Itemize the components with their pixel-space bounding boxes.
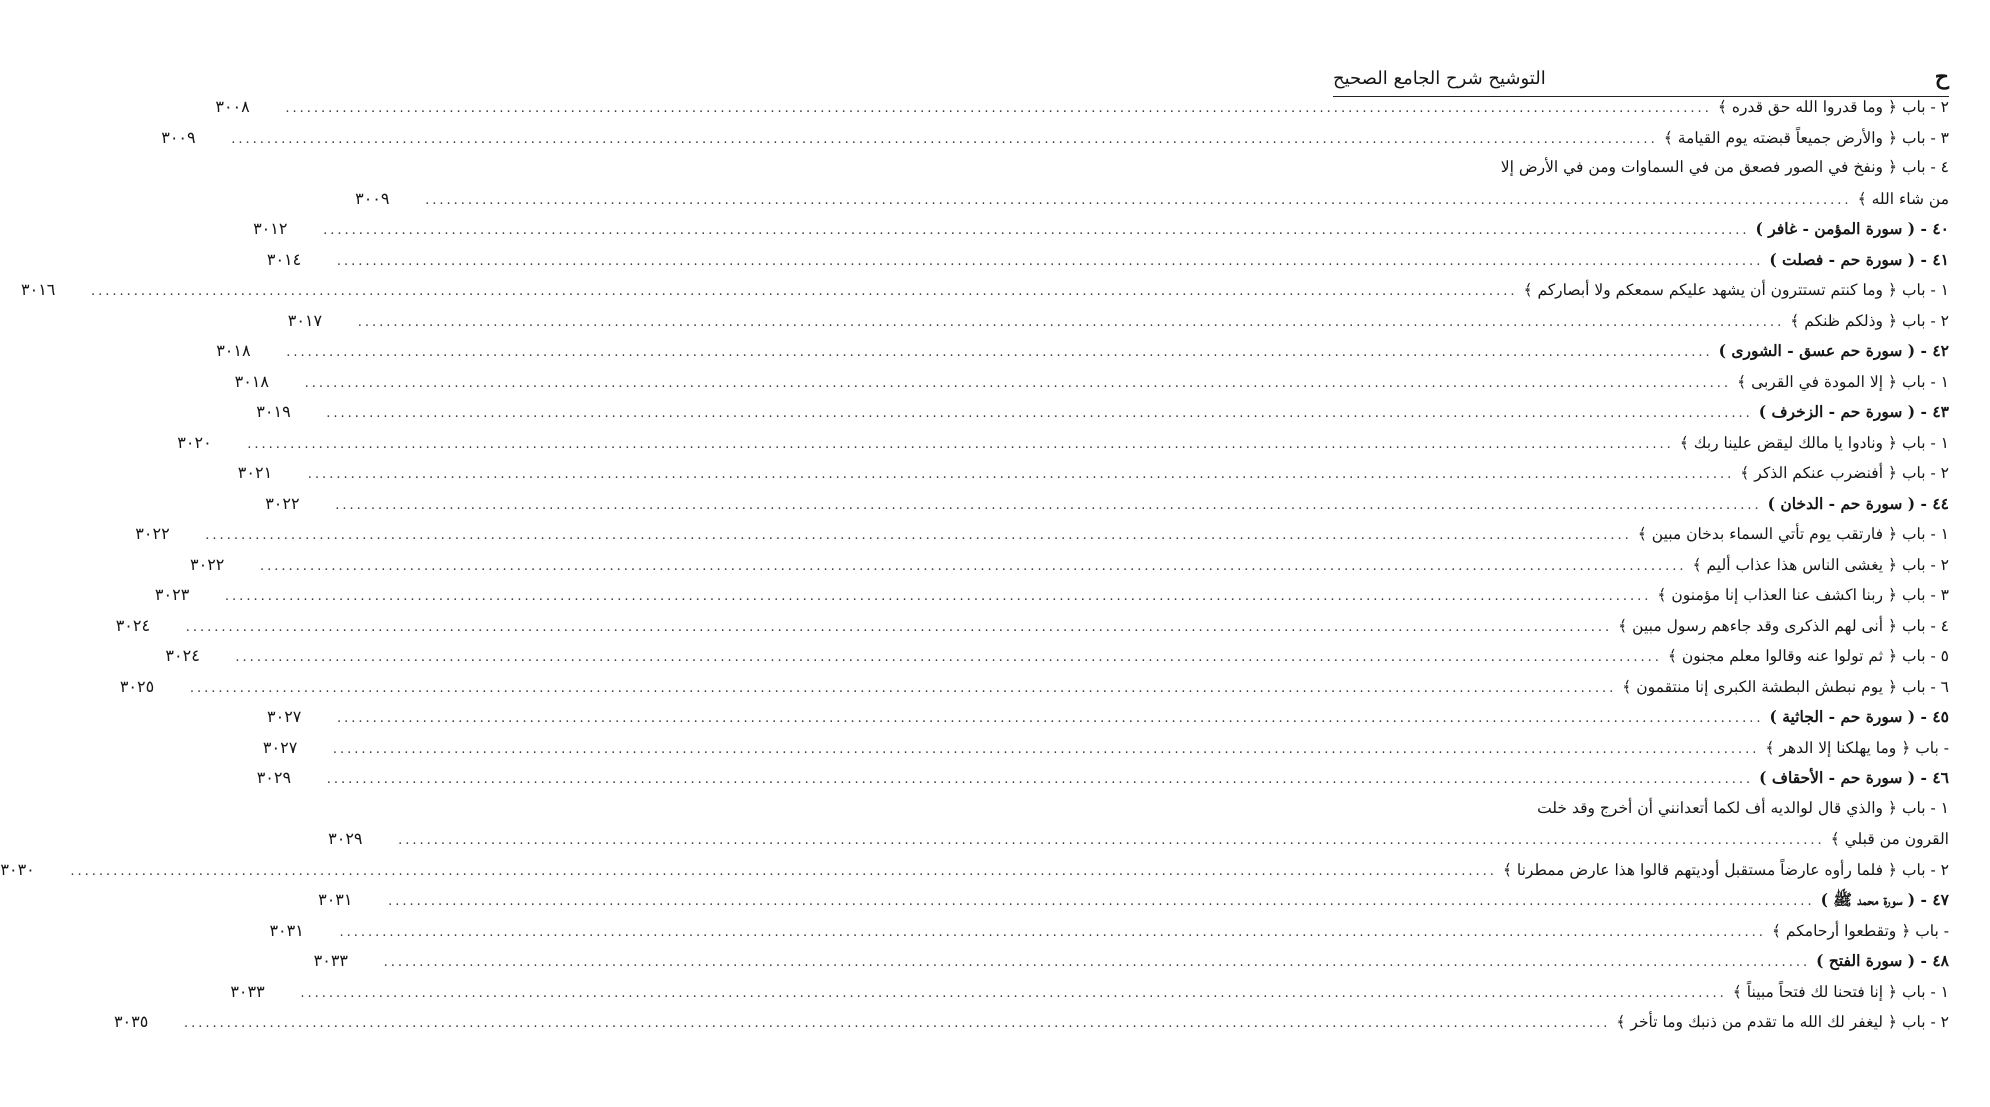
leader-dots: ........................................................................................................................................................................................................: [326, 772, 1754, 787]
leader-dots: ........................................................................................................................................................................................................: [337, 711, 1764, 726]
entry-title: ٢ - باب ﴿ أفنضرب عنكم الذكر ﴾: [1740, 464, 1949, 482]
leader-dots: ........................................................................................................................................................................................................: [398, 833, 1825, 848]
page-number: ٣٠٠٩: [355, 188, 390, 208]
entry-title: ٤٣ - ( سورة حم - الزخرف ): [1758, 402, 1949, 421]
leader-dots: ........................................................................................................................................................................................................: [235, 650, 1662, 665]
page-letter: ح: [1934, 64, 1949, 90]
entry-title: ٤٠ - ( سورة المؤمن - غافر ): [1755, 219, 1949, 238]
entry-title: ١ - باب ﴿ إنا فتحنا لك فتحاً مبيناً ﴾: [1732, 982, 1949, 1001]
toc-chapter-entry: [287, 310, 1949, 342]
entry-title: ٤ - باب ﴿ ونفخ في الصور فصعق من في السماوات ومن في الأرض إلا: [1500, 158, 1949, 176]
page-number: ٣٠٣٣: [230, 981, 265, 1001]
toc-surah-entry: [256, 768, 1949, 799]
leader-dots: ........................................................................................................................................................................................................: [247, 436, 1674, 452]
running-title: التوشيح شرح الجامع الصحيح: [1333, 68, 1546, 89]
entry-title: ٣ - باب ﴿ والأرض جميعاً قبضته يوم القيامة ﴾: [1663, 128, 1949, 147]
toc-chapter-entry: [234, 371, 1949, 403]
entry-title: ٤٢ - ( سورة حم عسق - الشورى ): [1718, 341, 1949, 360]
toc-chapter-entry: [1333, 799, 1949, 830]
leader-dots: ........................................................................................................................................................................................................: [183, 1016, 1611, 1031]
page-number: ٣٠١٨: [234, 371, 269, 391]
page-number: ٣٠١٩: [256, 402, 291, 421]
toc-chapter-entry: [161, 127, 1949, 159]
entry-title: ٢ - باب ﴿ فلما رأوه عارضاً مستقبل أوديتهم قالوا هذا عارض ممطرنا ﴾: [1502, 860, 1949, 879]
toc-chapter-entry: [328, 829, 1949, 860]
toc-chapter-entry: [355, 188, 1949, 220]
entry-title: ١ - باب ﴿ فارتقب يوم تأتي السماء بدخان مبين ﴾: [1637, 525, 1949, 543]
page-number: ٣٠٣٣: [313, 951, 348, 970]
entry-title: ٤ - باب ﴿ أنى لهم الذكرى وقد جاءهم رسول مبين ﴾: [1618, 616, 1949, 635]
page-number: ٣٠١٢: [253, 219, 288, 238]
toc-chapter-entry: [190, 554, 1949, 586]
leader-dots: ........................................................................................................................................................................................................: [304, 375, 1732, 391]
leader-dots: ........................................................................................................................................................................................................: [70, 863, 1497, 879]
leader-dots: ........................................................................................................................................................................................................: [260, 558, 1687, 574]
page-number: ٣٠١٦: [21, 280, 56, 299]
leader-dots: ........................................................................................................................................................................................................: [91, 284, 1518, 299]
entry-title: ١ - باب ﴿ والذي قال لوالديه أف لكما أتعدانني أن أخرج وقد خلت: [1537, 798, 1949, 817]
leader-dots: ........................................................................................................................................................................................................: [335, 497, 1762, 513]
leader-dots: ........................................................................................................................................................................................................: [332, 741, 1760, 757]
leader-dots: ........................................................................................................................................................................................................: [185, 619, 1613, 635]
page-number: ٣٠٢٠: [177, 432, 212, 452]
page-number: ٣٠٢٩: [328, 829, 363, 848]
entry-title: - باب ﴿ وما يهلكنا إلا الدهر ﴾: [1765, 738, 1949, 757]
page-number: ٣٠٢٤: [165, 646, 200, 665]
page-number: ٣٠٢٢: [265, 493, 300, 513]
table-of-contents: [0, 97, 1949, 1043]
leader-dots: ........................................................................................................................................................................................................: [231, 131, 1658, 147]
leader-dots: ........................................................................................................................................................................................................: [224, 589, 1652, 604]
leader-dots: ........................................................................................................................................................................................................: [383, 955, 1811, 970]
leader-dots: ........................................................................................................................................................................................................: [285, 101, 1712, 116]
page-number: ٣٠٢٧: [267, 707, 302, 726]
toc-chapter-entry: [269, 920, 1949, 952]
leader-dots: ........................................................................................................................................................................................................: [323, 223, 1750, 238]
entry-title: - باب ﴿ وتقطعوا أرحامكم ﴾: [1771, 921, 1949, 940]
toc-chapter-entry: [237, 463, 1949, 494]
page-number: ٣٠٢١: [237, 463, 273, 482]
entry-title: ٦ - باب ﴿ يوم نبطش البطشة الكبرى إنا منتقمون ﴾: [1622, 677, 1949, 696]
leader-dots: ........................................................................................................................................................................................................: [300, 985, 1727, 1001]
leader-dots: ........................................................................................................................................................................................................: [357, 314, 1785, 330]
leader-dots: ........................................................................................................................................................................................................: [205, 528, 1632, 543]
page-number: ٣٠٢٩: [256, 768, 292, 787]
toc-chapter-entry: [165, 646, 1949, 677]
toc-chapter-entry: [21, 280, 1949, 311]
entry-title: ٥ - باب ﴿ ثم تولوا عنه وقالوا معلم مجنون ﴾: [1667, 647, 1949, 665]
entry-title: من شاء الله ﴾: [1857, 189, 1949, 208]
entry-title: ٢ - باب ﴿ ليغفر لك الله ما تقدم من ذنبك وما تأخر ﴾: [1616, 1013, 1949, 1031]
toc-surah-entry: [265, 493, 1949, 525]
toc-surah-entry: [256, 402, 1949, 433]
leader-dots: ........................................................................................................................................................................................................: [339, 924, 1766, 940]
entry-title: ٢ - باب ﴿ يغشى الناس هذا عذاب أليم ﴾: [1692, 555, 1949, 574]
toc-surah-entry: [313, 951, 1949, 982]
page-number: ٣٠٢٣: [154, 585, 190, 604]
toc-chapter-entry: [154, 585, 1949, 616]
page-header: [1333, 62, 1949, 97]
toc-surah-entry: [266, 249, 1949, 281]
leader-dots: ........................................................................................................................................................................................................: [425, 192, 1852, 208]
toc-page: [0, 62, 1949, 1043]
toc-chapter-entry: [262, 737, 1949, 769]
toc-chapter-entry: [230, 981, 1949, 1013]
page-number: ٣٠١٨: [216, 341, 251, 360]
toc-surah-entry: [216, 341, 1949, 372]
toc-chapter-entry: [115, 615, 1949, 647]
leader-dots: ........................................................................................................................................................................................................: [286, 345, 1713, 360]
toc-surah-entry: [318, 890, 1949, 921]
entry-title: القرون من قبلي ﴾: [1830, 830, 1949, 848]
entry-title: ٤٧ - ( سورة محمد ﷺ ): [1820, 890, 1949, 909]
leader-dots: ........................................................................................................................................................................................................: [388, 894, 1815, 909]
page-number: ٣٠٣٥: [113, 1012, 149, 1031]
page-number: ٣٠٠٨: [215, 97, 250, 116]
page-number: ٣٠١٤: [266, 249, 302, 269]
toc-chapter-entry: [135, 524, 1949, 555]
page-number: ٣٠٣١: [318, 890, 353, 909]
entry-title: ٤١ - ( سورة حم - فصلت ): [1769, 249, 1949, 269]
entry-title: ١ - باب ﴿ إلا المودة في القربى ﴾: [1737, 372, 1949, 391]
leader-dots: ........................................................................................................................................................................................................: [307, 467, 1735, 482]
page-number: ٣٠٢٢: [135, 524, 170, 543]
entry-title: ١ - باب ﴿ وما كنتم تستترون أن يشهد عليكم سمعكم ولا أبصاركم ﴾: [1523, 281, 1949, 299]
entry-title: ٤٥ - ( سورة حم - الجاثية ): [1769, 707, 1949, 726]
entry-title: ٢ - باب ﴿ وذلكم ظنكم ﴾: [1790, 311, 1949, 330]
toc-chapter-entry: [0, 859, 1949, 891]
page-number: ٣٠٠٩: [161, 127, 196, 147]
page-number: ٣٠١٧: [287, 310, 323, 330]
leader-dots: ........................................................................................................................................................................................................: [189, 680, 1617, 696]
entry-title: ٤٨ - ( سورة الفتح ): [1816, 951, 1949, 970]
page-number: ٣٠٣١: [269, 920, 304, 940]
page-number: ٣٠٣٠: [0, 859, 35, 879]
leader-dots: ........................................................................................................................................................................................................: [326, 406, 1753, 421]
toc-chapter-entry: [113, 1012, 1949, 1043]
entry-title: ٣ - باب ﴿ ربنا اكشف عنا العذاب إنا مؤمنون ﴾: [1657, 586, 1949, 604]
entry-title: ١ - باب ﴿ ونادوا يا مالك ليقض علينا ربك ﴾: [1679, 433, 1949, 452]
toc-chapter-entry: [119, 676, 1949, 708]
page-number: ٣٠٢٤: [115, 615, 151, 635]
leader-dots: ........................................................................................................................................................................................................: [336, 253, 1764, 269]
page-number: ٣٠٢٧: [262, 737, 298, 757]
page-number: ٣٠٢٢: [190, 554, 225, 574]
entry-title: ٤٤ - ( سورة حم - الدخان ): [1767, 493, 1949, 513]
entry-title: ٢ - باب ﴿ وما قدروا الله حق قدره ﴾: [1717, 98, 1949, 116]
toc-chapter-entry: [215, 97, 1949, 128]
toc-chapter-entry: [1333, 158, 1949, 189]
toc-chapter-entry: [177, 432, 1949, 464]
entry-title: ٤٦ - ( سورة حم - الأحقاف ): [1759, 768, 1949, 787]
toc-surah-entry: [253, 219, 1949, 250]
toc-surah-entry: [267, 707, 1949, 738]
page-number: ٣٠٢٥: [119, 676, 155, 696]
